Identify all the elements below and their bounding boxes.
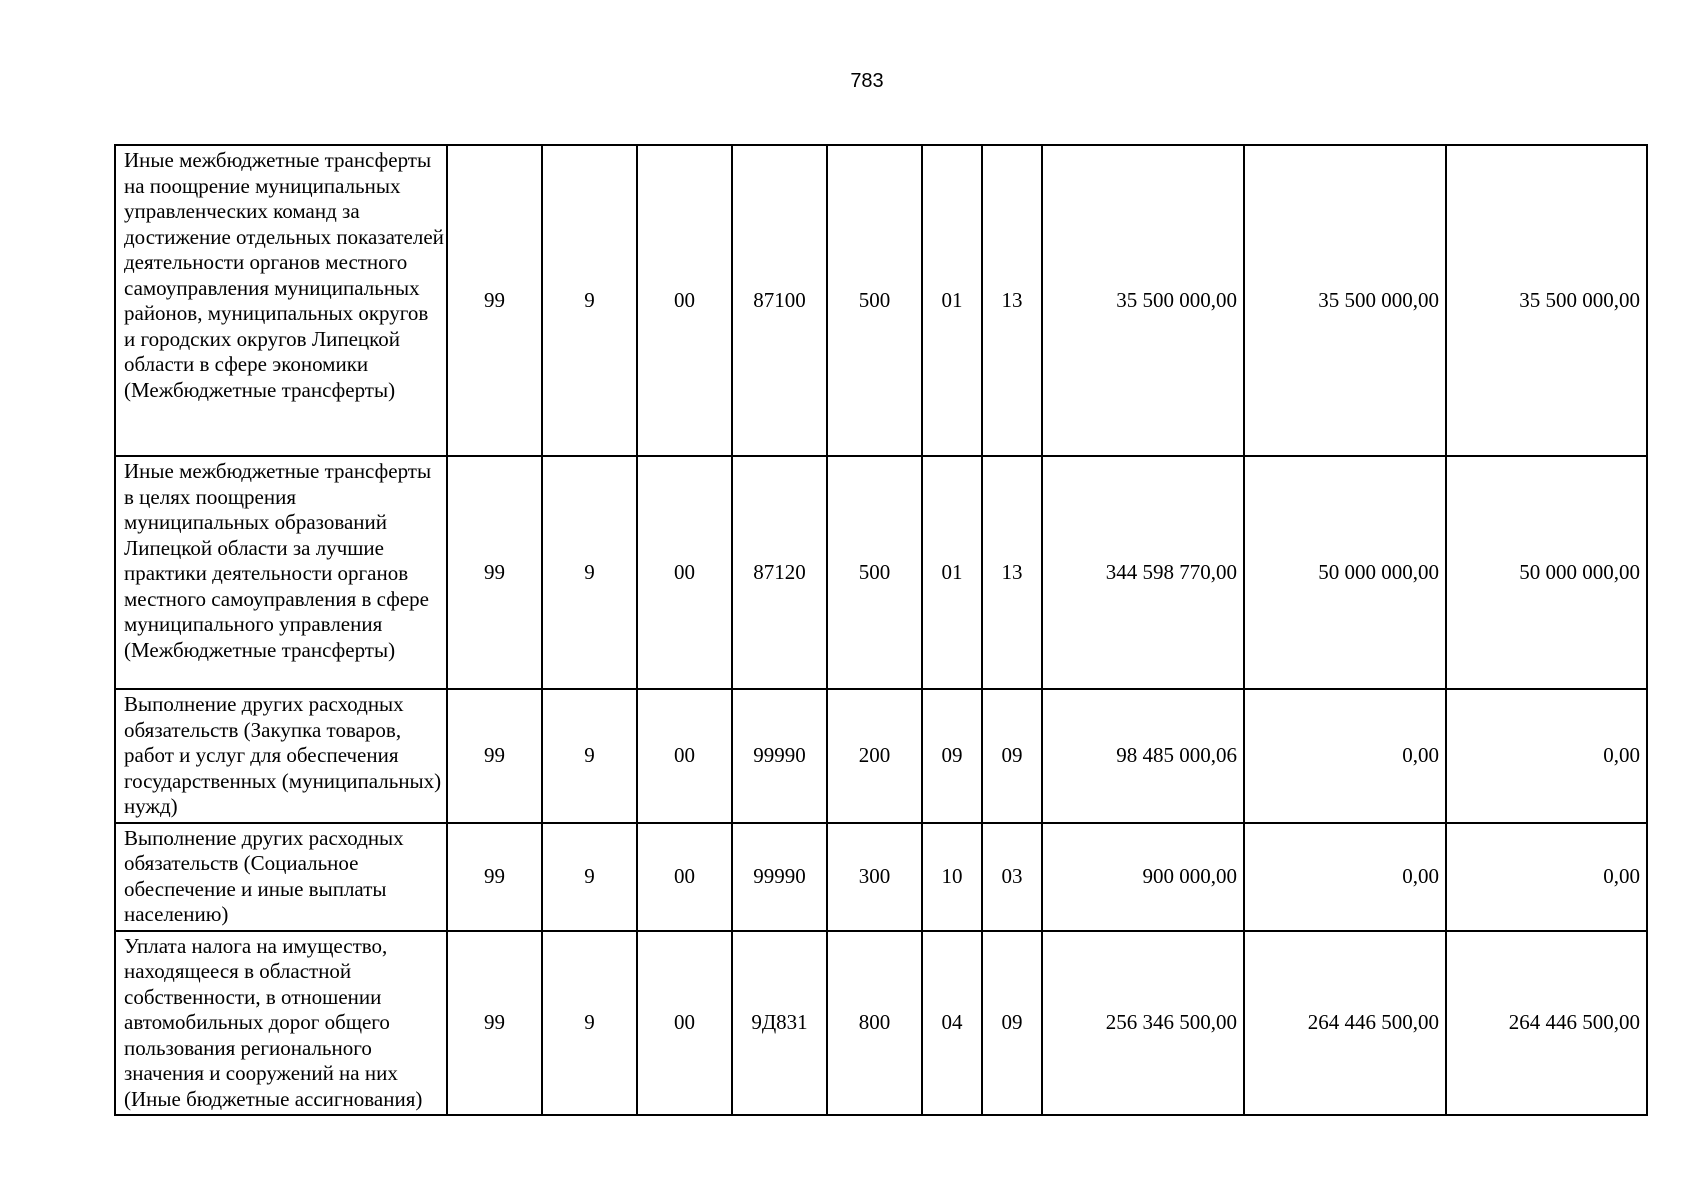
program-code: 99	[447, 145, 542, 456]
section-code: 01	[922, 456, 982, 689]
row-description: Выполнение других расходных обязательств (Социальное обеспечение и иные выплаты населению)	[115, 823, 447, 931]
program-code: 99	[447, 456, 542, 689]
amount-year-3: 35 500 000,00	[1446, 145, 1647, 456]
amount-year-2: 0,00	[1244, 823, 1446, 931]
amount-year-1: 344 598 770,00	[1042, 456, 1244, 689]
amount-year-1: 900 000,00	[1042, 823, 1244, 931]
expense-type-code: 800	[827, 931, 922, 1116]
program-code: 99	[447, 931, 542, 1116]
expense-code: 9Д831	[732, 931, 827, 1116]
table-row	[115, 456, 1647, 689]
direction-code: 00	[637, 931, 732, 1116]
subprogram-code: 9	[542, 823, 637, 931]
row-description: Иные межбюджетные трансферты на поощрение муниципальных управленческих команд за достижение отдельных показателей деятельности органов местного самоуправления муниципальных районов, муниципальных округов и городских округов Липецкой области в сфере экономики (Межбюджетные трансферты)	[115, 145, 447, 456]
expense-code: 99990	[732, 689, 827, 823]
expense-type-code: 200	[827, 689, 922, 823]
program-code: 99	[447, 689, 542, 823]
amount-year-1: 256 346 500,00	[1042, 931, 1244, 1116]
expense-code: 99990	[732, 823, 827, 931]
program-code: 99	[447, 823, 542, 931]
amount-year-3: 0,00	[1446, 823, 1647, 931]
expense-code: 87120	[732, 456, 827, 689]
amount-year-2: 50 000 000,00	[1244, 456, 1446, 689]
expense-code: 87100	[732, 145, 827, 456]
amount-year-3: 264 446 500,00	[1446, 931, 1647, 1116]
budget-table	[114, 144, 1648, 1116]
direction-code: 00	[637, 145, 732, 456]
direction-code: 00	[637, 823, 732, 931]
direction-code: 00	[637, 689, 732, 823]
subprogram-code: 9	[542, 689, 637, 823]
subprogram-code: 9	[542, 456, 637, 689]
subprogram-code: 9	[542, 931, 637, 1116]
page-number: 783	[850, 70, 884, 92]
section-code: 09	[922, 689, 982, 823]
subprogram-code: 9	[542, 145, 637, 456]
amount-year-2: 35 500 000,00	[1244, 145, 1446, 456]
section-code: 04	[922, 931, 982, 1116]
amount-year-2: 264 446 500,00	[1244, 931, 1446, 1116]
section-code: 01	[922, 145, 982, 456]
subsection-code: 13	[982, 145, 1042, 456]
table-row	[115, 931, 1647, 1116]
expense-type-code: 500	[827, 456, 922, 689]
direction-code: 00	[637, 456, 732, 689]
subsection-code: 13	[982, 456, 1042, 689]
section-code: 10	[922, 823, 982, 931]
amount-year-3: 50 000 000,00	[1446, 456, 1647, 689]
subsection-code: 09	[982, 689, 1042, 823]
amount-year-1: 35 500 000,00	[1042, 145, 1244, 456]
expense-type-code: 500	[827, 145, 922, 456]
table-row	[115, 689, 1647, 823]
subsection-code: 03	[982, 823, 1042, 931]
row-description: Иные межбюджетные трансферты в целях поощрения муниципальных образований Липецкой области за лучшие практики деятельности органов местного самоуправления в сфере муниципального управления (Межбюджетные трансферты)	[115, 456, 447, 689]
amount-year-1: 98 485 000,06	[1042, 689, 1244, 823]
subsection-code: 09	[982, 931, 1042, 1116]
row-description: Выполнение других расходных обязательств (Закупка товаров, работ и услуг для обеспечения государственных (муниципальных) нужд)	[115, 689, 447, 823]
table-row	[115, 145, 1647, 456]
amount-year-2: 0,00	[1244, 689, 1446, 823]
amount-year-3: 0,00	[1446, 689, 1647, 823]
table-row	[115, 823, 1647, 931]
expense-type-code: 300	[827, 823, 922, 931]
row-description: Уплата налога на имущество, находящееся в областной собственности, в отношении автомобильных дорог общего пользования регионального значения и сооружений на них (Иные бюджетные ассигнования)	[115, 931, 447, 1116]
